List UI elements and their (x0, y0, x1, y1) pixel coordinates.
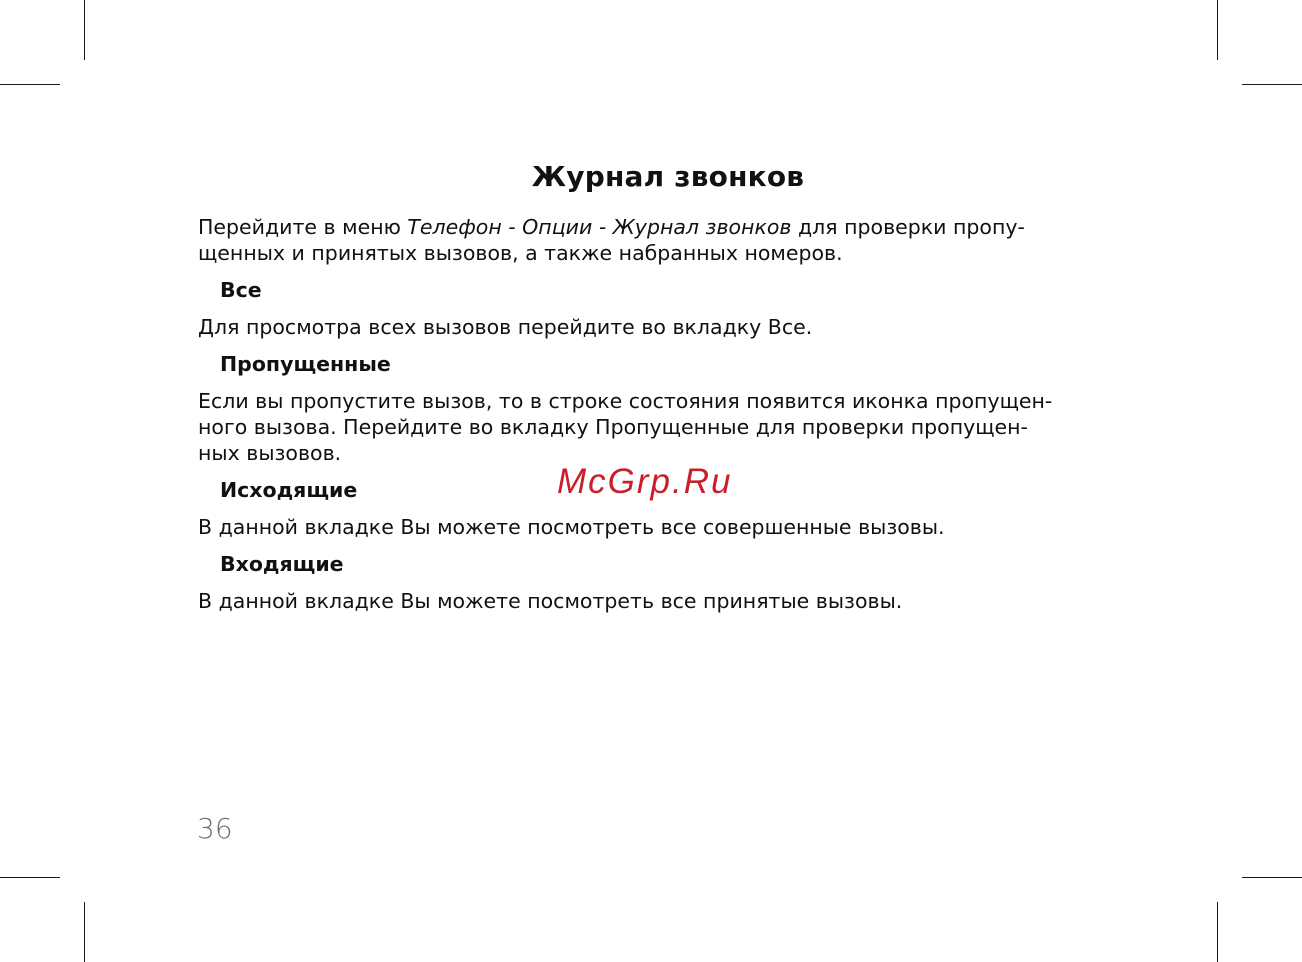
page-title: Журнал звонков (531, 160, 805, 193)
crop-mark-bottom-right-vertical (1217, 902, 1218, 962)
crop-mark-top-left-vertical (84, 0, 85, 60)
crop-mark-top-right-horizontal (1242, 84, 1302, 85)
intro-suffix: для проверки пропу- (791, 215, 1025, 239)
page-number: 36 (197, 812, 233, 845)
intro-prefix: Перейдите в меню (198, 215, 408, 239)
section-text-missed-line-1: Если вы пропустите вызов, то в строке состояния появится иконка пропущен- (198, 389, 1053, 413)
section-heading-missed: Пропущенные (220, 352, 391, 376)
crop-mark-top-right-vertical (1217, 0, 1218, 60)
menu-path: Телефон - Опции - Журнал звонков (407, 215, 792, 239)
crop-mark-bottom-right-horizontal (1242, 877, 1302, 878)
crop-mark-top-left-horizontal (0, 84, 60, 85)
crop-mark-bottom-left-horizontal (0, 877, 60, 878)
intro-line-2: щенных и принятых вызовов, а также набранных номеров. (198, 241, 843, 265)
section-text-incoming: В данной вкладке Вы можете посмотреть все принятые вызовы. (198, 589, 903, 613)
section-heading-all: Все (220, 278, 262, 302)
section-text-all: Для просмотра всех вызовов перейдите во вкладку Все. (198, 315, 813, 339)
section-text-missed-line-3: ных вызовов. (198, 441, 342, 465)
watermark: McGrp.Ru (557, 462, 733, 501)
section-heading-outgoing: Исходящие (220, 478, 358, 502)
intro-line-1 (198, 214, 1148, 240)
document-body (198, 214, 1148, 625)
section-heading-incoming: Входящие (220, 552, 344, 576)
section-text-outgoing: В данной вкладке Вы можете посмотреть все совершенные вызовы. (198, 515, 945, 539)
crop-mark-bottom-left-vertical (84, 902, 85, 962)
section-text-missed-line-2: ного вызова. Перейдите во вкладку Пропущенные для проверки пропущен- (198, 415, 1028, 439)
section-text-missed (198, 388, 1148, 466)
